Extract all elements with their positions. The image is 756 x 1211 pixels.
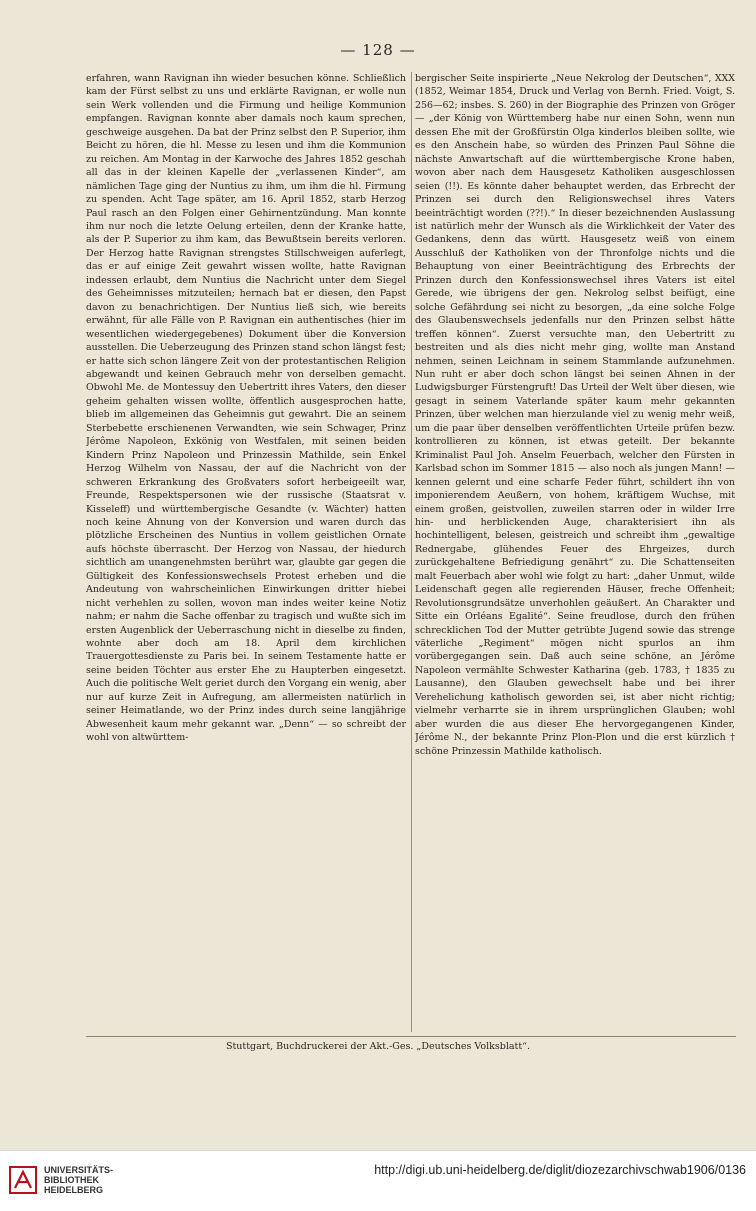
left-text-column xyxy=(86,72,406,1032)
left-column-text: erfahren, wann Ravignan ihn wieder besuchen könne. Schließlich kam der Fürst selbst zu uns und erklärte Ravignan, er wolle nun sein Werk vollenden und die Firmung und heilige Kommunion empfangen. Ravignan konnte aber damals noch kaum sprechen, geschweige ausgehen. Da bat der Prinz selbst den P. Superior, ihm Beicht zu hören, die hl. Messe zu lesen und ihm die Kommunion zu reichen. Am Montag in der Karwoche des Jahres 1852 geschah all das in der kleinen Kapelle der „verlassenen Kinder“, am nämlichen Tage ging der Nuntius zu ihm, um ihm die hl. Firmung zu spenden. Acht Tage später, am 16. April 1852, starb Herzog Paul rasch an den Folgen einer Gehirnentzündung. Man konnte ihm nur noch die letzte Oelung erteilen, denn der Kranke hatte, als der P. Superior zu ihm kam, das Bewußtsein bereits verloren. Der Herzog hatte Ravignan strengstes Stillschweigen auferlegt, das er auf einige Zeit gewahrt wissen wollte, hatte Ravignan indessen erlaubt, dem Nuntius die Nachricht unter dem Siegel des Geheimnisses mitzuteilen; hernach bat er diesen, den Papst davon zu benachrichtigen. Der Nuntius ließ sich, wie bereits erwähnt, für alle Fälle von P. Ravignan ein authentisches (hier im wesentlichen wiedergegebenes) Dokument über die Konversion ausstellen. Die Ueberzeugung des Prinzen stand schon längst fest; er hatte sich schon längere Zeit von der protestantischen Religion abgewandt und keinen Gebrauch mehr von derselben gemacht. Obwohl Me. de Montessuy den Uebertritt ihres Vaters, den dieser geheim gehalten wissen wollte, öffentlich ausgesprochen hatte, blieb im allgemeinen das Geheimnis gut gewahrt. Die an seinem Sterbebette erschienenen Verwandten, wie sein Schwager, Prinz Jérôme Napoleon, Exkönig von Westfalen, mit seinen beiden Kindern Prinz Napoleon und Prinzessin Mathilde, sein Enkel Herzog Wilhelm von Nassau, der auf die Nachricht von der schweren Erkrankung des Großvaters sofort herbeigeeilt war, Freunde, Respektspersonen wie der russische (Staatsrat v. Kisseleff) und württembergische Gesandte (v. Wächter) hatten noch keine Ahnung von der Konversion und waren durch das plötzliche Erscheinen des Nuntius in vollem geistlichen Ornate aufs höchste überrascht. Der Herzog von Nassau, der hiedurch sichtlich am unangenehmsten berührt war, glaubte gar gegen die Gültigkeit des Konfessionswechsels Protest erheben und die Andeutung von wahrscheinlichen Einwirkungen dritter hiebei nicht verhehlen zu sollen, wovon man indes weiter keine Notiz nahm; er nahm die Sache offenbar zu tragisch und wußte sich im ersten Augenblick der Ueberraschung nicht in dieselbe zu finden, wohnte aber doch am 18. April dem kirchlichen Trauergottesdienste zu Paris bei. In seinem Testamente hatte er seine beiden Töchter aus erster Ehe zu Haupterben eingesetzt. Auch die politische Welt geriet durch den Vorgang ein wenig, aber nur auf kurze Zeit in Aufregung, am allermeisten natürlich in seiner Heimatlande, wo der Prinz indes durch seine langjährige Abwesenheit kaum mehr gekannt war. „Denn“ — so schreibt der wohl von altwürttem- xyxy=(86,73,406,744)
page-number: — 128 — xyxy=(340,41,416,59)
library-name-line: UNIVERSITÄTS- xyxy=(44,1165,114,1175)
library-name[interactable] xyxy=(44,1165,113,1195)
imprint-rule xyxy=(86,1036,736,1037)
printer-imprint: Stuttgart, Buchdruckerei der Akt.-Ges. „Deutsches Volksblatt“. xyxy=(225,1041,531,1052)
right-text-column xyxy=(415,72,735,1032)
library-name-line: HEIDELBERG xyxy=(44,1185,104,1195)
column-divider xyxy=(411,72,412,1032)
heidelberg-library-logo-icon[interactable] xyxy=(8,1165,38,1195)
library-name-line: BIBLIOTHEK xyxy=(44,1175,99,1185)
viewer-footer xyxy=(0,1150,756,1211)
document-url[interactable]: http://digi.ub.uni-heidelberg.de/diglit/diozezarchivschwab1906/0136 xyxy=(374,1163,746,1177)
right-column-text: bergischer Seite inspirierte „Neue Nekrolog der Deutschen“, XXX (1852, Weimar 1854, Druck und Verlag von Bernh. Fried. Voigt, S. 256—62; insbes. S. 260) in der Biographie des Prinzen von Gröger — „der König von Württemberg habe nur einen Sohn, wenn nun dessen Ehe mit der Großfürstin Olga kinderlos bleiben sollte, wie es den Anschein habe, so würden des Prinzen Paul Söhne die nächste Anwartschaft auf die württembergische Krone haben, wovon aber nach dem Hausgesetz Katholiken ausgeschlossen seien (!!). Es könnte daher behauptet werden, das Erbrecht der Prinzen sei durch den Religionswechsel ihres Vaters beeinträchtigt worden (??!).“ In dieser bezeichnenden Auslassung ist natürlich mehr der Wunsch als die Wirklichkeit der Vater des Gedankens, denn das württ. Hausgesetz weiß von einem Ausschluß der Katholiken von der Thronfolge nichts und die Behauptung von einer Beeinträchtigung des Erbrechts der Prinzen durch den Konfessionswechsel ihres Vaters ist eitel Gerede, wie übrigens der gen. Nekrolog selbst beifügt, eine solche Gefährdung sei nicht zu besorgen, „da eine solche Folge des Glaubenswechsels jedenfalls nur den Prinzen selbst hätte treffen können“. Zuerst versuchte man, den Uebertritt zu bestreiten und als dies nicht mehr ging, wollte man Anstand nehmen, seinen Leichnam in seinem Stammlande aufzunehmen. Nun ruht er aber doch schon längst bei seinen Ahnen in der Ludwigsburger Fürstengruft! Das Urteil der Welt über diesen, wie gesagt in seinem Vaterlande später kaum mehr gekannten Prinzen, über welchen man hierzulande viel zu wenig mehr weiß, um die paar über denselben veröffentlichten Urteile prüfen bezw. kontrollieren zu können, ist etwas geteilt. Der bekannte Kriminalist Paul Joh. Anselm Feuerbach, welcher den Fürsten in Karlsbad schon im Sommer 1815 — also noch als jungen Mann! — kennen gelernt und eine scharfe Feder führt, schildert ihn von imponierendem Aeußern, von hohem, kräftigem Wuchse, mit einem großen, geistvollen, zuweilen starren oder in wilder Irre hin- und herblickenden Auge, charakterisiert ihn als hochintelligent, belesen, geistreich und schreibt ihm „gewaltige Rednergabe, glühendes Feuer des Ehrgeizes, durch zurückgehaltene Befriedigung genährt“ zu. Die Schattenseiten malt Feuerbach aber wohl wie folgt zu hart: „daher Unmut, wilde Leidenschaft gegen alle regierenden Häuser, freche Offenheit; Revolutionsgrundsätze unverhohlen geäußert. An Charakter und Sitte ein Orléans Egalité“. Seine freudlose, durch den frühen schrecklichen Tod der Mutter getrübte Jugend sowie das strenge väterliche „Regiment“ mögen nicht spurlos an ihm vorübergegangen sein. Daß auch seine schöne, an Jérôme Napoleon vermählte Schwester Katharina (geb. 1783, † 1835 zu Lausanne), den Glauben gewechselt habe und bei ihrer Verehelichung katholisch geworden sei, ist aber nicht richtig; vielmehr verharrte sie in ihrem ursprünglichen Glauben; wohl aber wurden die aus dieser Ehe hervorgegangenen Kinder, Jérôme N., der bekannte Prinz Plon-Plon und die erst kürzlich † schöne Prinzessin Mathilde katholisch. xyxy=(415,73,735,757)
